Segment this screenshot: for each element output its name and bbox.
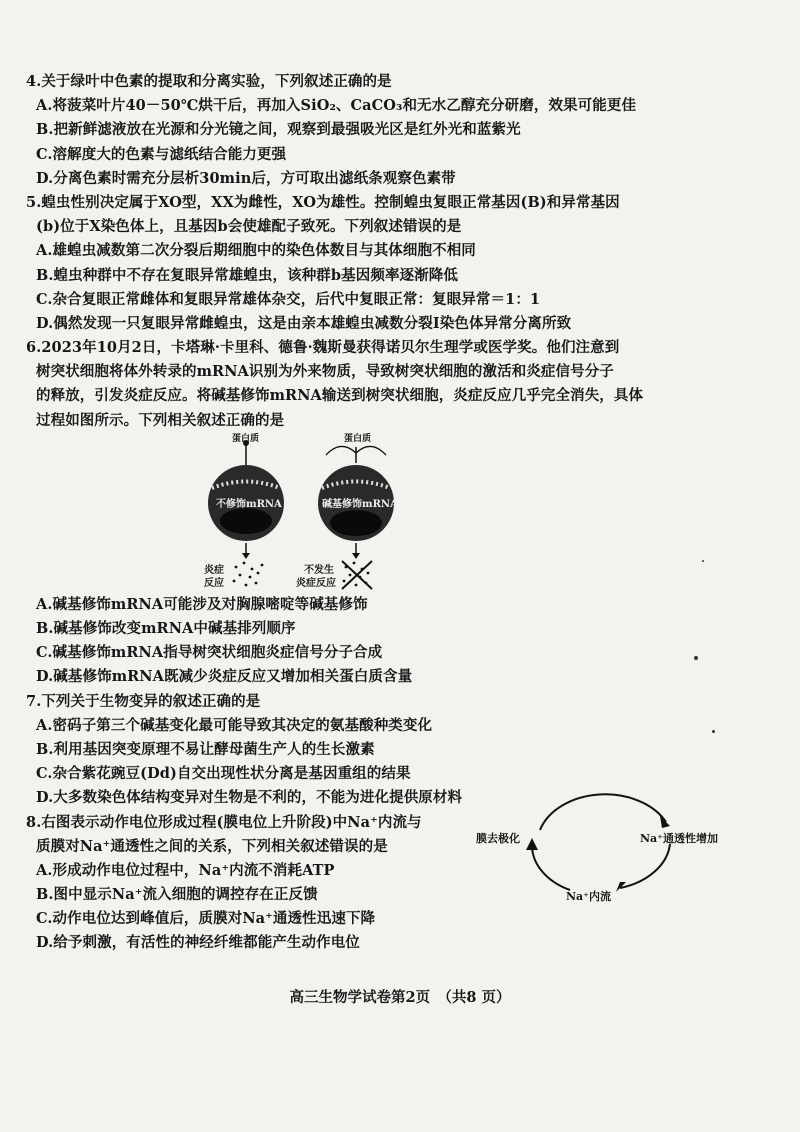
cycle-bottom-label: Na⁺内流 (566, 890, 611, 903)
q4-option-c: C.溶解度大的色素与滤纸结合能力更强 (36, 145, 287, 163)
sodium-feedback-cycle (470, 780, 730, 910)
scan-speck (702, 560, 704, 562)
q8-stem-line2: 质膜对Na⁺通透性之间的关系，下列相关叙述错误的是 (36, 837, 388, 855)
right-result-line2: 炎症反应 (296, 577, 336, 589)
q6-option-d: D.碱基修饰mRNA既减少炎症反应又增加相关蛋白质含量 (36, 668, 413, 686)
q4-stem: 4.关于绿叶中色素的提取和分离实验，下列叙述正确的是 (26, 73, 392, 90)
q8-stem-line1: 8.右图表示动作电位形成过程(膜电位上升阶段)中Na⁺内流与 (26, 813, 422, 831)
q5-stem-line1: 5.蝗虫性别决定属于XO型，XX为雌性，XO为雄性。控制蝗虫复眼正常基因(B)和异常基因 (26, 193, 620, 211)
q4-option-b: B.把新鲜滤液放在光源和分光镜之间，观察到最强吸光区是红外光和蓝紫光 (36, 121, 521, 139)
page-footer: 高三生物学试卷第2页 （共8 页） (289, 989, 511, 1006)
q7-option-c: C.杂合紫花豌豆(Dd)自交出现性状分离是基因重组的结果 (36, 765, 411, 783)
scan-speck (712, 730, 715, 733)
mrna-cell-figure (206, 433, 426, 593)
left-result-line2: 反应 (204, 577, 224, 589)
q8-option-d: D.给予刺激，有活性的神经纤维都能产生动作电位 (36, 934, 360, 952)
q6-stem-line2: 树突状细胞将体外转录的mRNA识别为外来物质，导致树突状细胞的激活和炎症信号分子 (36, 363, 614, 381)
q4-option-a: A.将菠菜叶片40－50℃烘干后，再加入SiO₂、CaCO₃和无水乙醇充分研磨，效果可能更佳 (36, 97, 637, 115)
q5-option-c: C.杂合复眼正常雌体和复眼异常雄体杂交，后代中复眼正常：复眼异常＝1：1 (36, 290, 541, 308)
q7-option-a: A.密码子第三个碱基变化最可能导致其决定的氨基酸种类变化 (36, 716, 433, 734)
q6-stem-line3: 的释放，引发炎症反应。将碱基修饰mRNA输送到树突状细胞，炎症反应几乎完全消失，具体 (36, 387, 644, 405)
q7-option-d: D.大多数染色体结构变异对生物是不利的，不能为进化提供原材料 (36, 789, 463, 807)
cycle-left-label: 膜去极化 (476, 832, 520, 845)
cycle-right-label: Na⁺通透性增加 (640, 832, 718, 845)
left-result-line1: 炎症 (204, 564, 224, 576)
q5-option-d: D.偶然发现一只复眼异常雌蝗虫，这是由亲本雄蝗虫减数分裂Ⅰ染色体异常分离所致 (36, 314, 572, 332)
q4-option-d: D.分离色素时需充分层析30min后，方可取出滤纸条观察色素带 (36, 169, 456, 187)
scan-speck (694, 656, 698, 660)
left-protein-label: 蛋白质 (232, 433, 260, 444)
q7-stem: 7.下列关于生物变异的叙述正确的是 (26, 692, 261, 710)
q5-option-b: B.蝗虫种群中不存在复眼异常雄蝗虫，该种群b基因频率逐渐降低 (36, 266, 458, 284)
q8-option-a: A.形成动作电位过程中，Na⁺内流不消耗ATP (36, 861, 335, 879)
left-cell-label: 不修饰mRNA (216, 498, 282, 510)
q7-option-b: B.利用基因突变原理不易让酵母菌生产人的生长激素 (36, 740, 375, 758)
q5-stem-line2: (b)位于X染色体上，且基因b会使雄配子致死。下列叙述错误的是 (36, 218, 462, 236)
q8-option-c: C.动作电位达到峰值后，质膜对Na⁺通透性迅速下降 (36, 910, 376, 928)
q6-option-c: C.碱基修饰mRNA指导树突状细胞炎症信号分子合成 (36, 644, 383, 662)
q8-option-b: B.图中显示Na⁺流入细胞的调控存在正反馈 (36, 886, 318, 904)
right-cell-label: 碱基修饰mRNA (322, 498, 398, 510)
q6-stem-line4: 过程如图所示。下列相关叙述正确的是 (36, 411, 285, 429)
q6-option-a: A.碱基修饰mRNA可能涉及对胸腺嘧啶等碱基修饰 (36, 595, 368, 613)
q6-option-b: B.碱基修饰改变mRNA中碱基排列顺序 (36, 620, 296, 637)
right-result-line1: 不发生 (304, 564, 334, 576)
q6-stem-line1: 6.2023年10月2日，卡塔琳·卡里科、德鲁·魏斯曼获得诺贝尔生理学或医学奖。他们注意到 (26, 339, 620, 357)
right-protein-label: 蛋白质 (344, 433, 372, 444)
q5-option-a: A.雄蝗虫减数第二次分裂后期细胞中的染色体数目与其体细胞不相同 (36, 242, 476, 260)
